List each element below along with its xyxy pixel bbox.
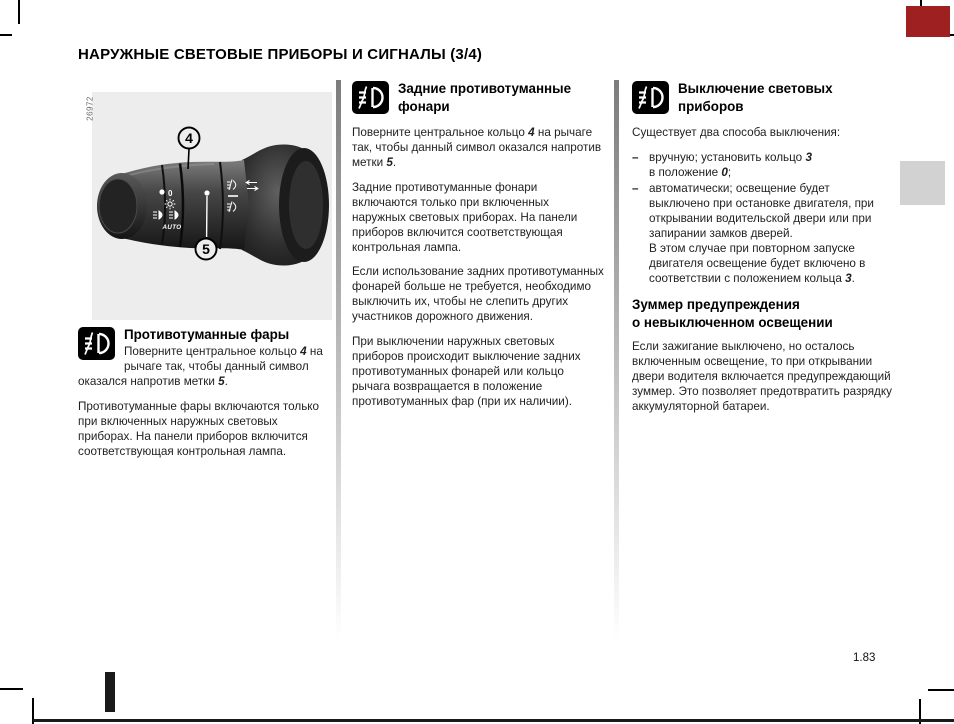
column-front-fog bbox=[78, 326, 330, 468]
column-heading: Выключение световых приборов bbox=[678, 81, 833, 114]
column-divider bbox=[614, 80, 619, 640]
crop-mark-top-left-h bbox=[0, 34, 12, 36]
section-tab-red bbox=[906, 6, 950, 37]
crop-mark-top-left-v bbox=[18, 0, 20, 24]
section-tab-gray bbox=[900, 161, 945, 205]
sub-heading: Зуммер предупреждения о невыключенном освещении bbox=[632, 296, 833, 330]
ring-position-dot bbox=[159, 189, 164, 194]
dash-bullet: – bbox=[632, 150, 639, 164]
paragraph: Поверните центральное кольцо 4 на рычаге так, чтобы данный символ оказался напротив метки 5. bbox=[78, 345, 323, 388]
column-rear-fog bbox=[352, 80, 604, 418]
ring-position-dot bbox=[204, 190, 209, 195]
zero-label: 0 bbox=[168, 189, 173, 198]
stalk-illustration bbox=[92, 92, 332, 320]
paragraph: Противотуманные фары включаются только при включенных наружных световых приборах. На панели приборов включится соответствующая контрольная лампа. bbox=[78, 399, 320, 458]
rear-fog-lamp-icon bbox=[352, 81, 389, 114]
paragraph: Если зажигание выключено, но осталось включенным освещение, то при открывании двери водителя включается предупреждающий зуммер. Это позволяет предотвратить разрядку аккумуляторной батареи. bbox=[632, 339, 892, 413]
rear-fog-lamp-icon bbox=[632, 81, 669, 114]
column-switch-off bbox=[632, 80, 892, 423]
callout-5-label: 5 bbox=[202, 241, 210, 257]
crop-mark-bottom-left-h bbox=[0, 688, 23, 690]
column-heading: Задние противотуманные фонари bbox=[398, 81, 572, 114]
list-item: – автоматически; освещение будет выключено при остановке двигателя, при открывании водительской двери или при запирании замков дверей. В этом случае при повторном запуске двигателя освещение будет включено в соответствии с положением кольца 3. bbox=[632, 181, 874, 285]
callout-4-label: 4 bbox=[185, 130, 193, 146]
footer-black-bar bbox=[105, 672, 115, 712]
column-divider bbox=[336, 80, 341, 640]
paragraph: Поверните центральное кольцо 4 на рычаге так, чтобы данный символ оказался напротив метки 5. bbox=[352, 126, 602, 169]
front-fog-lamp-icon bbox=[78, 327, 115, 360]
figure-code: 26972 bbox=[85, 96, 95, 121]
page-title: НАРУЖНЫЕ СВЕТОВЫЕ ПРИБОРЫ И СИГНАЛЫ (3/4) bbox=[78, 46, 483, 63]
page-number: 1.83 bbox=[853, 652, 876, 664]
paragraph: Существует два способа выключения: bbox=[632, 126, 841, 139]
paragraph: Задние противотуманные фонари включаются только при включенных наружных световых приборах. На панели приборов включится соответствующая контрольная лампа. bbox=[352, 180, 578, 254]
paragraph: При выключении наружных световых приборов происходит выключение задних противотуманных фонарей или кольцо рычага возвращается в положение противотуманных фар (при их наличии). bbox=[352, 334, 581, 408]
column-heading: Противотуманные фары bbox=[124, 327, 290, 342]
list-item: – вручную; установить кольцо 3 в положение 0; bbox=[632, 150, 812, 179]
dash-bullet: – bbox=[632, 181, 639, 195]
bottom-rule bbox=[33, 719, 954, 722]
paragraph: Если использование задних противотуманных фонарей больше не требуется, необходимо выключить их, чтобы не слепить других участников дорожного движения. bbox=[352, 265, 604, 323]
auto-label: AUTO bbox=[162, 224, 182, 231]
crop-mark-bottom-right-h bbox=[928, 689, 954, 691]
